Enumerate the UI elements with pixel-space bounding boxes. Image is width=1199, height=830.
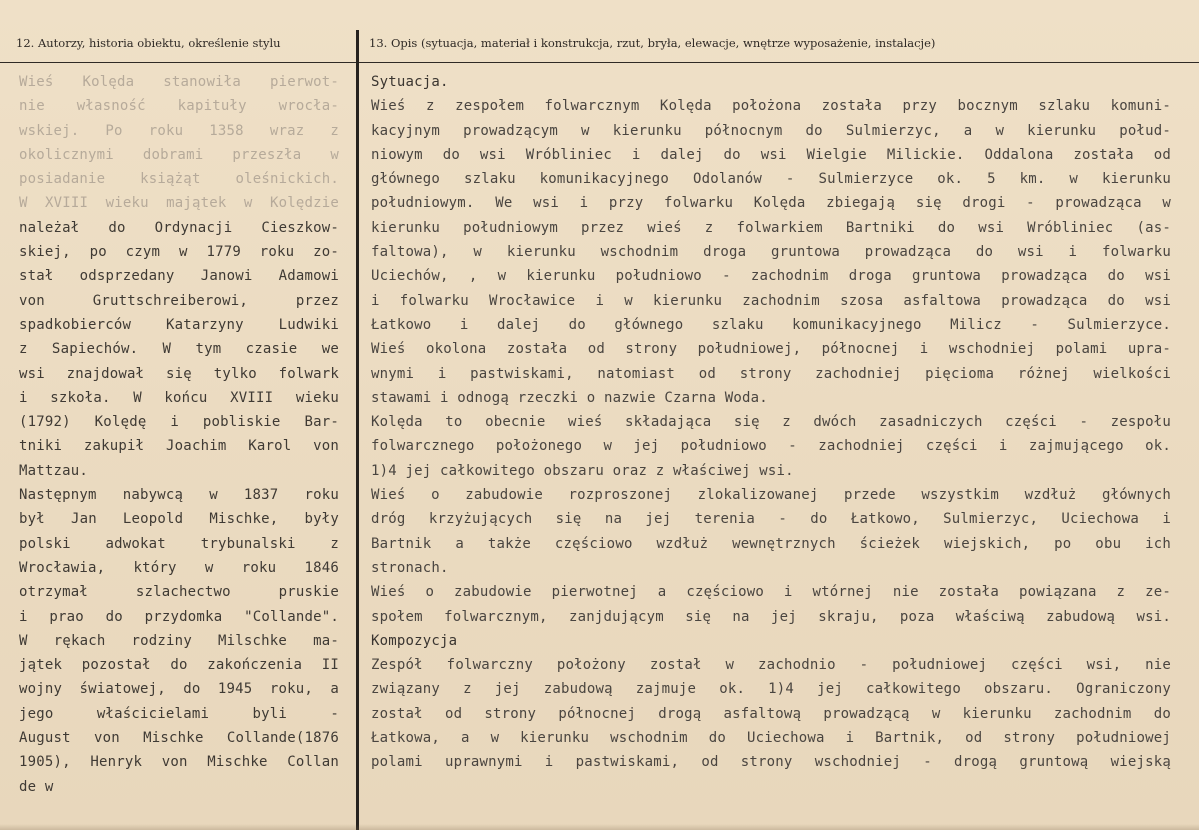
description-line: 1)4 jej całkowitego obszaru oraz z właściwej wsi. <box>371 462 794 479</box>
description-line: Kolęda to obecnie wieś składająca się z dwóch zasadniczych części - zespołu <box>371 414 1171 431</box>
history-line: von Gruttschreiberowi, przez <box>19 292 339 309</box>
description-line: kierunku południowym przez wieś z folwarkiem Bartniki do wsi Wróbliniec (as- <box>371 219 1171 236</box>
history-line: tniki zakupił Joachim Karol von <box>19 438 339 455</box>
history-line: August von Mischke Collande(1876 <box>19 730 339 747</box>
history-line: z Sapiechów. W tym czasie we <box>19 341 339 358</box>
history-line: posiadanie książąt oleśnickich. <box>19 171 339 188</box>
header-rule <box>0 62 1199 63</box>
description-line: folwarcznego położonego w jej południowo - zachodniej części i zajmującego ok. <box>371 438 1171 455</box>
description-line: Uciechów, , w kierunku południowo - zachodnim droga gruntowa prowadząca do wsi <box>371 268 1171 285</box>
history-line: wsi znajdował się tylko folwark <box>19 365 339 382</box>
history-line: wojny światowej, do 1945 roku, a <box>19 681 339 698</box>
history-line: i prao do przydomka "Collande". <box>19 608 339 625</box>
column-divider <box>356 30 359 830</box>
description-line: polami uprawnymi i pastwiskami, od strony wschodniej - drogą gruntową wiejską <box>371 754 1171 771</box>
history-line: wskiej. Po roku 1358 wraz z <box>19 122 339 139</box>
description-line: społem folwarcznym, zanjdującym się na jej skraju, poza właściwą zabudową wsi. <box>371 608 1171 625</box>
history-line: de w <box>19 778 54 795</box>
history-line: W XVIII wieku majątek w Kolędzie <box>19 195 339 212</box>
description-line: Zespół folwarczny położony został w zachodnio - południowej części wsi, nie <box>371 657 1171 674</box>
description-line: Łatkowo i dalej do głównego szlaku komunikacyjnego Milicz - Sulmierzyce. <box>371 316 1171 333</box>
history-line: należał do Ordynacji Cieszkow- <box>19 219 339 236</box>
history-line: stał odsprzedany Janowi Adamowi <box>19 268 339 285</box>
history-line: okolicznymi dobrami przeszła w <box>19 146 339 163</box>
history-line: otrzymał szlachectwo pruskie <box>19 584 339 601</box>
history-line: był Jan Leopold Mischke, były <box>19 511 339 528</box>
history-line: i szkoła. W końcu XVIII wieku <box>19 389 339 406</box>
history-line: Wieś Kolęda stanowiła pierwot- <box>19 74 339 90</box>
description-line: południowym. We wsi i przy folwarku Kolęda zbiegają się drogi - prowadząca w <box>371 195 1171 212</box>
history-line: skiej, po czym w 1779 roku zo- <box>19 244 339 261</box>
description-line: dróg krzyżujących się na jej terenia - do Łatkowo, Sulmierzyc, Uciechowa i <box>371 511 1171 528</box>
description-line: niowym do wsi Wróbliniec i dalej do wsi Wielgie Milickie. Oddalona została od <box>371 146 1171 163</box>
history-line: jego właścicielami byli - <box>19 705 339 722</box>
paper-bottom-edge <box>0 824 1199 830</box>
description-line: Wieś okolona została od strony południowej, północnej i wschodniej polami upra- <box>371 341 1171 358</box>
description-line: głównego szlaku komunikacyjnego Odolanów - Sulmierzyce ok. 5 km. w kierunku <box>371 171 1171 188</box>
description-line: Łatkowa, a w kierunku wschodnim do Uciechowa i Bartnik, od strony południowej <box>371 730 1171 747</box>
description-line: Wieś o zabudowie rozproszonej zlokalizowanej przede wszystkim wzdłuż głównych <box>371 487 1171 504</box>
description-line: faltowa), w kierunku wschodnim droga gruntowa prowadząca do wsi i folwarku <box>371 244 1171 261</box>
description-line: i folwarku Wrocławice i w kierunku zachodnim szosa asfaltowa prowadząca do wsi <box>371 292 1171 309</box>
left-column-header: 12. Autorzy, historia obiektu, określenie stylu <box>16 36 281 50</box>
description-line: Wieś z zespołem folwarcznym Kolęda położona została przy bocznym szlaku komuni- <box>371 98 1171 115</box>
history-line: W rękach rodziny Milschke ma- <box>19 632 339 649</box>
description-line: kacyjnym prowadzącym w kierunku północnym do Sulmierzyc, a w kierunku połud- <box>371 122 1171 139</box>
history-line: jątek pozostał do zakończenia II <box>19 657 339 674</box>
history-line: (1792) Kolędę i pobliskie Bar- <box>19 414 339 431</box>
description-line: stawami i odnogą rzeczki o nazwie Czarna Woda. <box>371 389 768 406</box>
description-line: wnymi i pastwiskami, natomiast od strony zachodniej pięcioma różnej wielkości <box>371 365 1171 382</box>
history-line: Następnym nabywcą w 1837 roku <box>19 487 339 504</box>
description-line: stronach. <box>371 559 449 576</box>
section-heading-kompozycja: Kompozycja <box>371 632 458 649</box>
history-line: Wrocławia, który w roku 1846 <box>19 559 339 576</box>
description-line: Wieś o zabudowie pierwotnej a częściowo i wtórnej nie została powiązana z ze- <box>371 584 1171 601</box>
history-line: spadkobierców Katarzyny Ludwiki <box>19 316 339 333</box>
history-line: polski adwokat trybunalski z <box>19 535 339 552</box>
description-line: związany z jej zabudową zajmuje ok. 1)4 jej całkowitego obszaru. Ograniczony <box>371 681 1171 698</box>
history-line: nie własność kapituły wrocła- <box>19 98 339 115</box>
description-line: Bartnik a także częściowo wzdłuż wewnętrznych ścieżek wiejskich, po obu ich <box>371 535 1171 552</box>
right-column-header: 13. Opis (sytuacja, materiał i konstrukcja, rzut, bryła, elewacje, wnętrze wyposażenie, instalacje) <box>369 36 936 50</box>
description-text-block <box>371 70 1171 775</box>
history-line: Mattzau. <box>19 462 89 479</box>
description-line: został od strony północnej drogą asfaltową prowadzącą w kierunku zachodnim do <box>371 705 1171 722</box>
history-text-block <box>19 70 339 799</box>
section-heading-sytuacja: Sytuacja. <box>371 74 449 90</box>
history-line: 1905), Henryk von Mischke Collan <box>19 754 339 771</box>
